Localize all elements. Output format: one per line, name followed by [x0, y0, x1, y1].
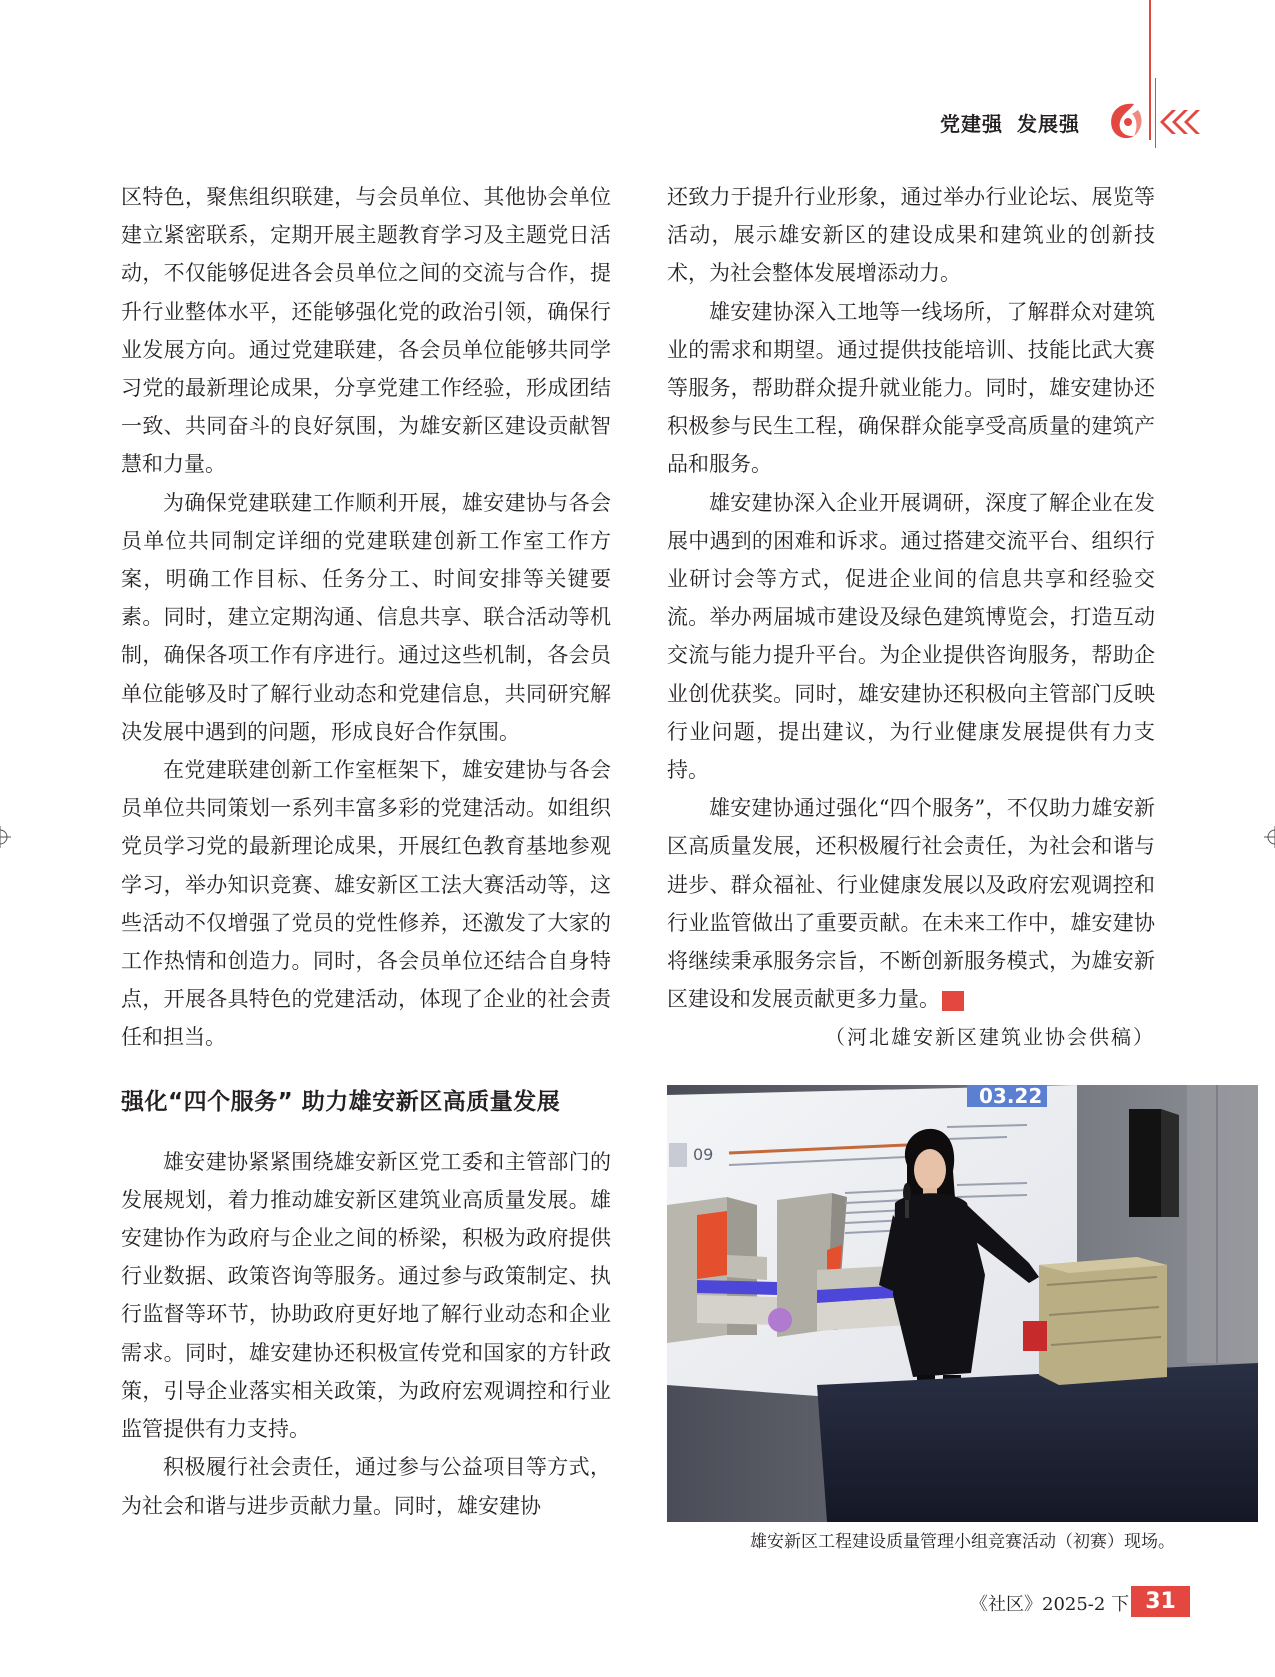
screen-date: 03.22	[979, 1085, 1043, 1108]
article-paragraph-final	[667, 789, 1155, 1026]
screen-number: 09	[693, 1145, 714, 1164]
header-slogan	[940, 108, 1094, 138]
article-paragraph: 雄安建协深入企业开展调研，深度了解企业在发展中遇到的困难和诉求。通过搭建交流平台、组织行业研讨会等方式，促进企业间的信息共享和经验交流。举办两届城市建设及绿色建筑博览会，打造互动交流与能力提升平台。为企业提供咨询服务，帮助企业创优获奖。同时，雄安建协还积极向主管部门反映行业问题，提出建议，为行业健康发展提供有力支持。	[667, 490, 1155, 783]
article-paragraph: 雄安建协紧紧围绕雄安新区党工委和主管部门的发展规划，着力推动雄安新区建筑业高质量发展。雄安建协作为政府与企业之间的桥梁，积极为政府提供行业数据、政策咨询等服务。通过参与政策制定、执行监督等环节，协助政府更好地了解行业动态和企业需求。同时，雄安建协还积极宣传党和国家的方针政策，引导企业落实相关政策，为政府宏观调控和行业监管提供有力支持。	[121, 1149, 611, 1442]
chevron-mark-icon	[1158, 108, 1200, 136]
photo-caption: 雄安新区工程建设质量管理小组竞赛活动（初赛）现场。	[750, 1532, 1175, 1552]
header-slogan-part-2: 发展强	[1017, 112, 1080, 136]
article-source: （河北雄安新区建筑业协会供稿）	[825, 1025, 1155, 1050]
registration-mark-icon	[0, 826, 11, 848]
swirl-logo-icon	[1104, 100, 1146, 142]
article-right-column	[667, 178, 1155, 1057]
article-paragraph: 雄安建协深入工地等一线场所，了解群众对建筑业的需求和期望。通过提供技能培训、技能比武大赛等服务，帮助群众提升就业能力。同时，雄安建协还积极参与民生工程，确保群众能享受高质量的建筑产品和服务。	[667, 299, 1155, 477]
article-paragraph: 在党建联建创新工作室框架下，雄安建协与各会员单位共同策划一系列丰富多彩的党建活动。如组织党员学习党的最新理论成果，开展红色教育基地参观学习，举办知识竞赛、雄安新区工法大赛活动等，这些活动不仅增强了党员的党性修养，还激发了大家的工作热情和创造力。同时，各会员单位还结合自身特点，开展各具特色的党建活动，体现了企业的社会责任和担当。	[121, 758, 611, 1050]
footer-issue: 《社区》2025-2 下	[970, 1594, 1130, 1615]
page-number: 31	[1131, 1586, 1190, 1617]
model-box	[1023, 1257, 1167, 1385]
article-paragraph: 为确保党建联建工作顺利开展，雄安建协与各会员单位共同制定详细的党建联建创新工作室工作方案，明确工作目标、任务分工、时间安排等关键要素。同时，建立定期沟通、信息共享、联合活动等机制，确保各项工作有序进行。通过这些机制，各会员单位能够及时了解行业动态和党建信息，共同研究解决发展中遇到的问题，形成良好合作氛围。	[121, 490, 611, 744]
wall-speaker	[1129, 1109, 1179, 1217]
article-paragraph: 区特色，聚焦组织联建，与会员单位、其他协会单位建立紧密联系，定期开展主题教育学习及主题党日活动，不仅能够促进各会员单位之间的交流与合作，提升行业整体水平，还能够强化党的政治引领，确保行业发展方向。通过党建联建，各会员单位能够共同学习党的最新理论成果，分享党建工作经验，形成团结一致、共同奋斗的良好氛围，为雄安新区建设贡献智慧和力量。	[121, 185, 611, 477]
header-divider-line-short	[1155, 78, 1156, 148]
article-paragraph: 还致力于提升行业形象，通过举办行业论坛、展览等活动，展示雄安新区的建设成果和建筑业的创新技术，为社会整体发展增添动力。	[667, 185, 1155, 286]
header-slogan-part-1: 党建强	[940, 112, 1003, 136]
article-paragraph-text: 雄安建协通过强化“四个服务”，不仅助力雄安新区高质量发展，还积极履行社会责任，为社会和谐与进步、群众福祉、行业健康发展以及政府宏观调控和行业监管做出了重要贡献。在未来工作中，雄安建协将继续秉承服务宗旨，不断创新服务模式，为雄安新区建设和发展贡献更多力量。	[667, 796, 1155, 1012]
article-left-column	[121, 178, 611, 1525]
event-photo	[667, 1085, 1258, 1522]
section-heading: 强化“四个服务” 助力雄安新区高质量发展	[121, 1088, 561, 1115]
registration-mark-icon	[1264, 826, 1275, 848]
end-mark-icon: 社区	[942, 991, 964, 1011]
article-paragraph: 积极履行社会责任，通过参与公益项目等方式，为社会和谐与进步贡献力量。同时，雄安建协	[121, 1455, 611, 1518]
header-divider-line	[1149, 0, 1151, 140]
table	[817, 1363, 1258, 1522]
